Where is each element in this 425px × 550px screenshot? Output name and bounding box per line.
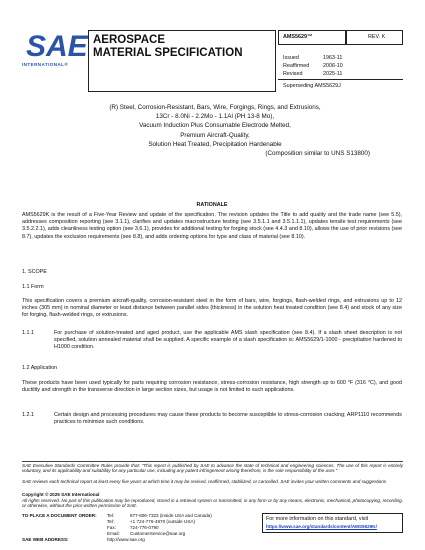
- legal-notice-3: All rights reserved. No part of this publication may be reproduced, stored in a retrieval system or transmitted, in any form or by any means, electronic, mechanical, photocopying, recording, or otherwise, without the prior written permission of SAE.: [22, 498, 403, 509]
- title-line-1: AEROSPACE: [93, 34, 165, 46]
- para-1-2-1-text: Certain design and processing procedures may cause these products to become susceptible to stress-corrosion cracking; ARP1110 recommends practices to minimize such conditions.: [54, 412, 402, 426]
- application-heading: 1.2 Application: [22, 365, 58, 371]
- superseding: Superseding AMS5629J: [283, 83, 341, 89]
- para-1-2-1-number: 1.2.1: [22, 412, 34, 418]
- svg-text:SAE: SAE: [26, 30, 88, 63]
- application-text: These products have been used typically for parts requiring corrosion resistance, stress-corrosion resistance, high strength up to 600 °F (316 °C), and good ductility and strength in the transverse direction in large section sizes, but usage is not limited to such applications.: [22, 380, 402, 394]
- email-value[interactable]: CustomerService@sae.org: [130, 531, 186, 536]
- order-label: TO PLACE A DOCUMENT ORDER:: [22, 513, 97, 518]
- email-label: Email:: [107, 531, 120, 536]
- feedback-link[interactable]: https://www.sae.org/standards/content/AMS5629K/: [266, 524, 377, 529]
- copyright: Copyright © 2025 SAE International: [22, 492, 100, 497]
- web-value[interactable]: http://www.sae.org: [107, 537, 145, 542]
- subject-line-1: (R) Steel, Corrosion-Resistant, Bars, Wire, Forgings, Rings, and Extrusions,: [109, 104, 321, 111]
- title-line-2: MATERIAL SPECIFICATION: [93, 47, 243, 59]
- form-text: This specification covers a premium aircraft-quality, corrosion-resistant steel in the form of bars, wire, forgings, flash-welded rings, and extrusions up to 12 inches (305 mm) in nominal diameter or least distance between parallel sides (thickness) in the solution heat treated condition (see 8.4) and stock of any size for forging, flash-welded rings, or extrusions.: [22, 298, 402, 319]
- tel2-label: Tel:: [107, 519, 115, 524]
- document-title: [93, 34, 243, 60]
- subject-line-5: Solution Heat Treated, Precipitation Hardenable: [148, 140, 282, 148]
- revision: REV. K: [368, 34, 386, 40]
- footer-divider: [22, 461, 403, 462]
- rationale-text: AMS5629K is the result of a Five-Year Review and update of the specification. The revision updates the Title to add quality and the trade name (see 5.5), addresses composition reporting (see 3.1.1), clarifies and updates macrostructure testing (see 3.5.1.1 and 3.5.1.1.1), updates tensile test requirements (see 3.5.2.2.1), adds cleanliness testing option (see 3.6.1), provides for additional testing for forging stock (see 4.4.3 and 8.10), allows the use of prior revisions (see 8.7), updates the exclusion requirements (see 8.8), and adds ordering options for type and class of material (see 8.10).: [22, 212, 402, 240]
- subject-line-2: 13Cr - 8.0Ni - 2.2Mo - 1.1Al (PH 13-8 Mo),: [155, 113, 275, 121]
- revised-label: Revised: [283, 71, 303, 77]
- logo-subtitle: INTERNATIONAL®: [22, 62, 69, 67]
- feedback-line-1: For more information on this standard, visit: [266, 516, 369, 522]
- tel-value: 877-606-7323 (inside USA and Canada): [130, 513, 212, 518]
- subject-line-3: Vacuum Induction Plus Consumable Electrode Melted,: [139, 122, 291, 130]
- header-divider: [278, 79, 403, 80]
- legal-notice-1: SAE Executive Standards Committee Rules provide that: "This report is published by SAE to advance the state of technical and engineering sciences. The use of this report is entirely voluntary, and its applicability and suitability for any particular use, including any patent infringement arising therefrom, is the sole responsibility of the user.": [22, 463, 403, 474]
- fax-label: Fax:: [107, 525, 116, 530]
- spec-number: AMS5629™: [283, 34, 313, 40]
- para-1-1-1-text: For purchase of solution-treated and aged product, use the applicable AMS slash specification (see 8.4). If a slash sheet description is not specified, solution annealed material shall be supplied. A specific example of a slash specification is: AMS5629/1-1000 - precipitation hardened to H1000 condition.: [54, 330, 402, 351]
- fax-value: 724-776-0790: [130, 525, 159, 530]
- tel2-value: +1 724-776-4970 (outside USA): [130, 519, 195, 524]
- reaffirmed-label: Reaffirmed: [283, 63, 310, 69]
- scope-heading: 1. SCOPE: [22, 269, 47, 275]
- subject-title: [60, 103, 370, 158]
- sae-logo: [26, 26, 88, 66]
- rationale-heading: RATIONALE: [196, 202, 228, 208]
- revised-date: 2025-11: [323, 71, 343, 77]
- reaffirmed-date: 2006-10: [323, 63, 343, 69]
- subject-line-6: (Composition similar to UNS S13800): [265, 150, 370, 158]
- tel-label: Tel:: [107, 513, 115, 518]
- form-heading: 1.1 Form: [22, 284, 44, 290]
- para-1-1-1-number: 1.1.1: [22, 330, 34, 336]
- subject-line-4: Premium Aircraft-Quality,: [180, 131, 250, 139]
- legal-notice-2: SAE reviews each technical report at least every five years at which time it may be revised, reaffirmed, stabilized, or cancelled. SAE invites your written comments and suggestions.: [22, 479, 388, 484]
- web-label: SAE WEB ADDRESS:: [22, 537, 69, 542]
- issued-date: 1963-11: [323, 55, 343, 61]
- issued-label: Issued: [283, 55, 299, 61]
